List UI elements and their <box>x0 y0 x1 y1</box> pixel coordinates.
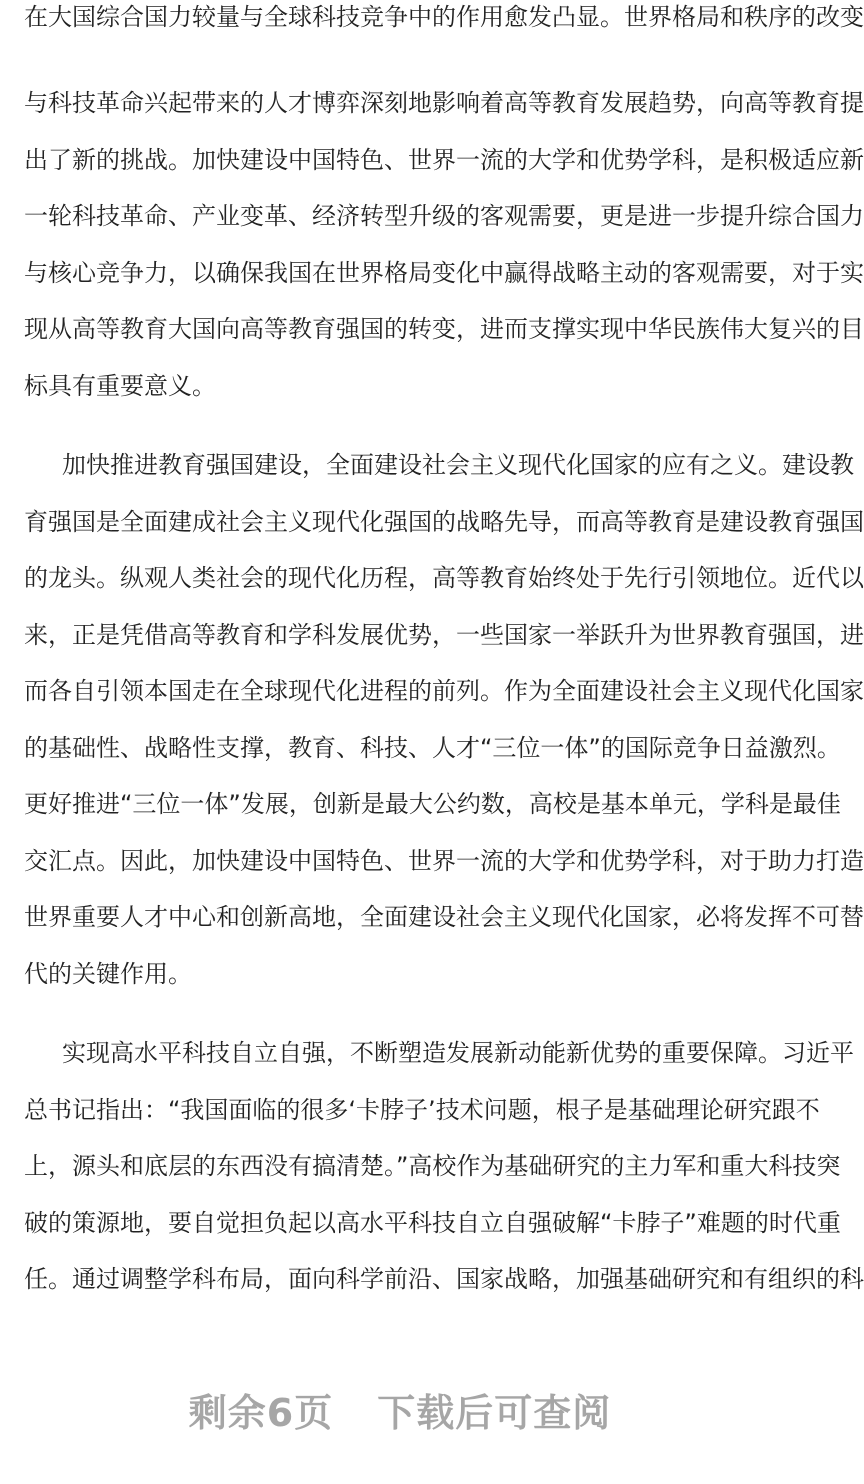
remaining-pages-label: 剩余6页 <box>188 1391 334 1435</box>
text-line: 现从高等教育大国向高等教育强国的转变，进而支撑实现中华民族伟大复兴的目 <box>24 315 864 343</box>
text-line: 的基础性、战略性支撑，教育、科技、人才“三位一体”的国际竞争日益激烈。 <box>24 733 841 762</box>
text-line: 更好推进“三位一体”发展，创新是最大公约数，高校是基本单元，学科是最佳 <box>24 790 841 818</box>
text-line: 实现高水平科技自立自强，不断塑造发展新动能新优势的重要保障。习近平 <box>62 1039 854 1067</box>
text-line: 交汇点。因此，加快建设中国特色、世界一流的大学和优势学科，对于助力打造 <box>24 846 864 875</box>
text-line: 与科技革命兴起带来的人才博弈深刻地影响着高等教育发展趋势，向高等教育提 <box>24 89 864 117</box>
text-line: 的龙头。纵观人类社会的现代化历程，高等教育始终处于先行引领地位。近代以 <box>24 564 864 592</box>
text-line: 世界重要人才中心和创新高地，全面建设社会主义现代化国家，必将发挥不可替 <box>24 903 864 931</box>
text-line: 出了新的挑战。加快建设中国特色、世界一流的大学和优势学科，是积极适应新 <box>24 145 864 174</box>
text-line: 来，正是凭借高等教育和学科发展优势，一些国家一举跃升为世界教育强国，进 <box>24 620 864 649</box>
text-line: 总书记指出：“我国面临的很多‘卡脖子’技术问题，根子是基础理论研究跟不 <box>24 1095 820 1124</box>
text-line: 上，源头和底层的东西没有搞清楚。”高校作为基础研究的主力军和重大科技突 <box>24 1152 841 1180</box>
download-prompt[interactable] <box>0 1382 800 1437</box>
text-line: 标具有重要意义。 <box>24 371 216 400</box>
text-line: 加快推进教育强国建设，全面建设社会主义现代化国家的应有之义。建设教 <box>62 451 854 479</box>
text-line: 一轮科技革命、产业变革、经济转型升级的客观需要，更是进一步提升综合国力 <box>24 202 864 230</box>
text-line: 破的策源地，要自觉担负起以高水平科技自立自强破解“卡脖子”难题的时代重 <box>24 1208 841 1237</box>
text-line: 育强国是全面建成社会主义现代化强国的战略先导，而高等教育是建设教育强国 <box>24 507 864 536</box>
text-line: 在大国综合国力较量与全球科技竞争中的作用愈发凸显。世界格局和秩序的改变 <box>24 3 864 31</box>
text-line: 与核心竞争力，以确保我国在世界格局变化中赢得战略主动的客观需要，对于实 <box>24 258 864 287</box>
text-line: 任。通过调整学科布局，面向科学前沿、国家战略，加强基础研究和有组织的科 <box>24 1265 864 1293</box>
download-hint-label: 下载后可查阅 <box>377 1391 612 1435</box>
text-line: 代的关键作用。 <box>24 959 192 988</box>
text-line: 而各自引领本国走在全球现代化进程的前列。作为全面建设社会主义现代化国家 <box>24 677 864 705</box>
